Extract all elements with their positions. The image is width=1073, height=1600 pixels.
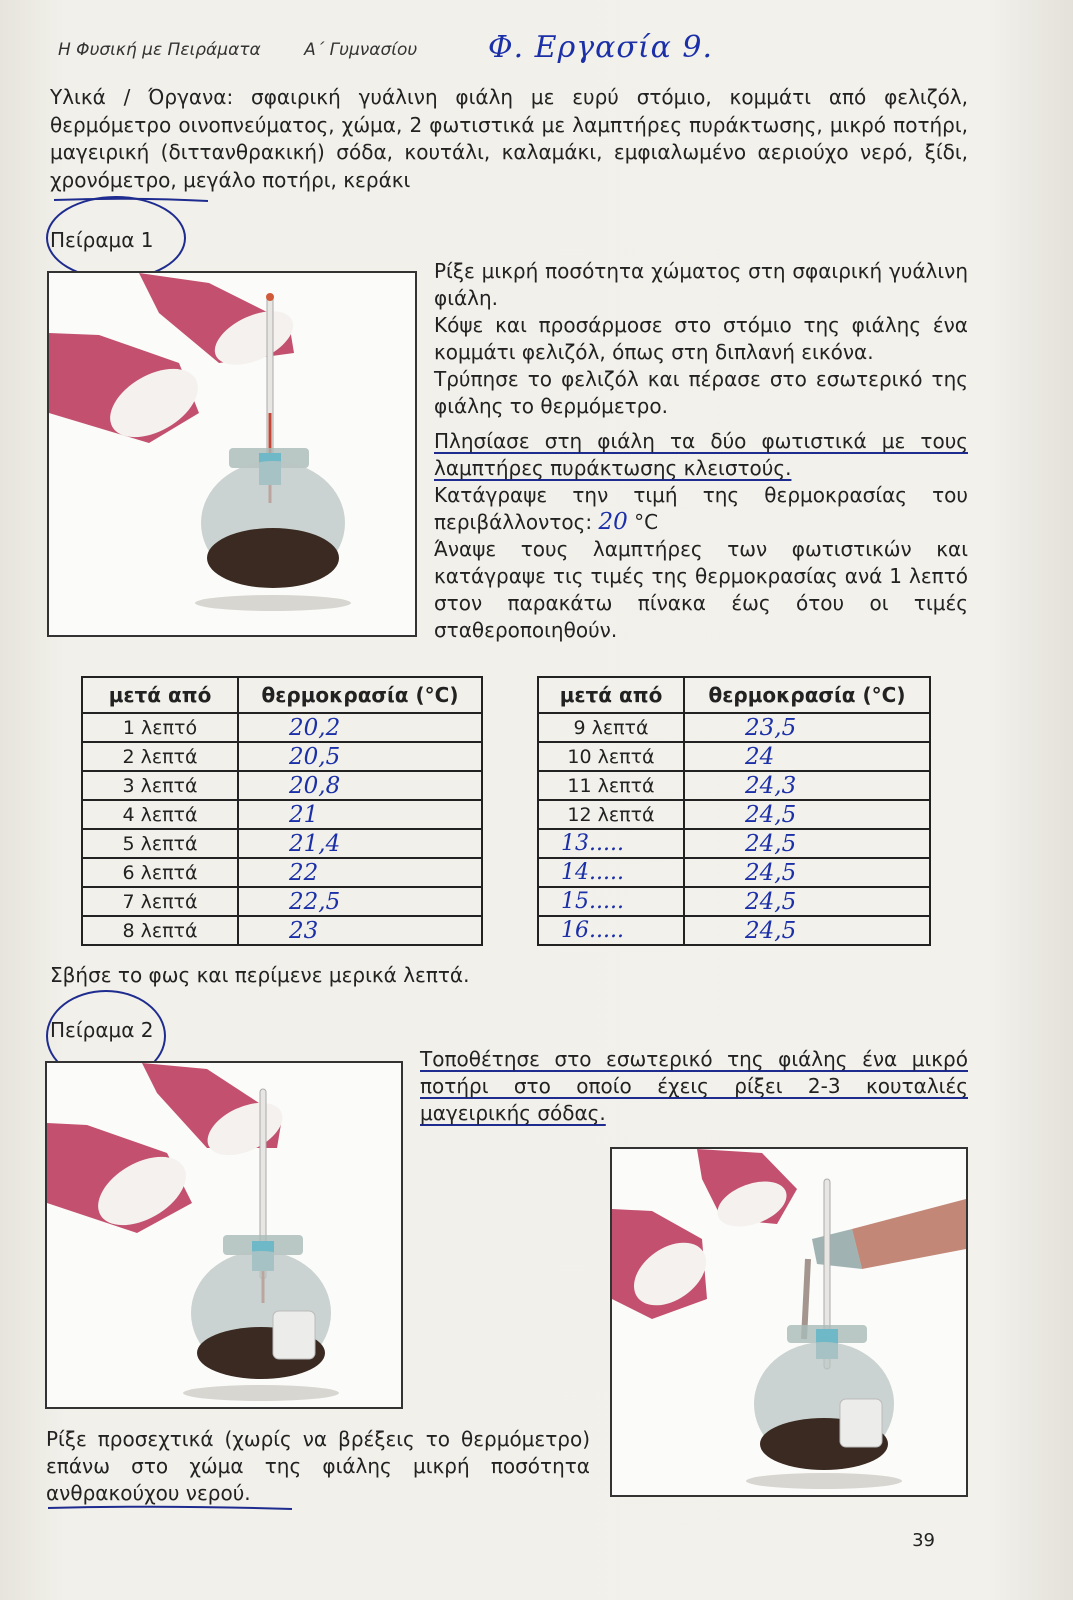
exp1-after-table: Σβήσε το φως και περίμενε μερικά λεπτά.: [50, 963, 470, 987]
experiment2-photo-left: [45, 1061, 403, 1409]
col-header-time: μετά από: [82, 677, 238, 713]
table-row: [538, 858, 930, 887]
exp2-step1: Τοποθέτησε στο εσωτερικό της φιάλης ένα μικρό ποτήρι στο οποίο έχεις ρίξει 2-3 κουταλιές μαγειρικής σόδας.: [420, 1047, 968, 1125]
exp1-step5-text: Κατάγραψε την τιμή της θερμοκρασίας του περιβάλλοντος:: [434, 483, 968, 534]
exp2-step2-underline: [46, 1504, 296, 1512]
time-cell: 8 λεπτά: [82, 916, 238, 945]
page-number: 39: [912, 1530, 935, 1551]
lamps-jar-illustration: [49, 273, 415, 635]
time-cell: 12 λεπτά: [538, 800, 684, 829]
time-cell: 16.....: [538, 916, 684, 945]
experiment2-title: Πείραμα 2: [50, 1018, 154, 1042]
exp1-step2: Κόψε και προσάρμοσε στο στόμιο της φιάλης ένα κομμάτι φελιζόλ, όπως στη διπλανή εικόνα.: [434, 313, 968, 364]
experiment2-photo-right: [610, 1147, 968, 1497]
exp1-step5: [434, 482, 968, 536]
temperature-cell: 20,8: [238, 771, 482, 800]
lamp-icon: [612, 1209, 718, 1319]
table-row: [82, 800, 482, 829]
time-cell: 7 λεπτά: [82, 887, 238, 916]
temperature-cell: 24,5: [684, 858, 930, 887]
lamp-icon: [697, 1149, 797, 1235]
table-row: [538, 800, 930, 829]
temperature-cell: 24,3: [684, 771, 930, 800]
table-row: [538, 771, 930, 800]
exp1-step1: Ρίξε μικρή ποσότητα χώματος στη σφαιρική γυάλινη φιάλη.: [434, 259, 968, 310]
pouring-water-illustration: [612, 1149, 966, 1495]
exp1-step4: Πλησίασε στη φιάλη τα δύο φωτιστικά με τους λαμπτήρες πυράκτωσης κλειστούς.: [434, 429, 968, 480]
temperature-cell: 20,2: [238, 713, 482, 742]
time-cell: 10 λεπτά: [538, 742, 684, 771]
time-cell: 9 λεπτά: [538, 713, 684, 742]
temperature-cell: 24,5: [684, 887, 930, 916]
table-row: [82, 858, 482, 887]
temperature-cell: 24: [684, 742, 930, 771]
book-title: Η Φυσική με Πειράματα: [58, 40, 261, 60]
time-cell: 3 λεπτά: [82, 771, 238, 800]
time-cell: 4 λεπτά: [82, 800, 238, 829]
table-row: [82, 829, 482, 858]
materials-paragraph: Υλικά / Όργανα: σφαιρική γυάλινη φιάλη με ευρύ στόμιο, κομμάτι από φελιζόλ, θερμόμετρο οινοπνεύματος, χώμα, 2 φωτιστικά με λαμπτήρες πυράκτωσης, μικρό ποτήρι, μαγειρική (διττανθρακική) σόδα, κουτάλι, καλαμάκι, εμφιαλωμένο αεριούχο νερό, ξίδι, χρονόμετρο, μεγάλο ποτήρι, κεράκι: [50, 85, 968, 192]
time-cell: 1 λεπτό: [82, 713, 238, 742]
time-cell: 11 λεπτά: [538, 771, 684, 800]
table-row: [538, 829, 930, 858]
time-cell: 2 λεπτά: [82, 742, 238, 771]
temperature-cell: 20,5: [238, 742, 482, 771]
exp1-step6: Άναψε τους λαμπτήρες των φωτιστικών και κατάγραψε τις τιμές της θερμοκρασίας ανά 1 λεπτό στον παρακάτω πίνακα έως ότου οι τιμές σταθεροποιηθούν.: [434, 537, 968, 642]
temperature-table-right: [537, 676, 931, 946]
ambient-temperature-value: 20: [598, 509, 628, 535]
temperature-cell: 21: [238, 800, 482, 829]
experiment1-photo: [47, 271, 417, 637]
page-header: [58, 40, 455, 60]
lamp-icon: [47, 1123, 198, 1239]
lamp-icon: [49, 333, 210, 451]
temperature-cell: 21,4: [238, 829, 482, 858]
temperature-cell: 22: [238, 858, 482, 887]
table-row: [82, 742, 482, 771]
temperature-cell: 24,5: [684, 829, 930, 858]
experiment1-title: Πείραμα 1: [50, 228, 154, 252]
table-row: [538, 887, 930, 916]
experiment1-text: [434, 258, 968, 652]
time-cell: 14.....: [538, 858, 684, 887]
temperature-cell: 22,5: [238, 887, 482, 916]
time-cell: 13.....: [538, 829, 684, 858]
temperature-cell: 24,5: [684, 916, 930, 945]
table-row: [82, 887, 482, 916]
temperature-cell: 23: [238, 916, 482, 945]
col-header-temp: θερμοκρασία (°C): [684, 677, 930, 713]
lamp-icon: [142, 1063, 291, 1166]
table-row: [538, 916, 930, 945]
time-cell: 5 λεπτά: [82, 829, 238, 858]
temperature-cell: 23,5: [684, 713, 930, 742]
temperature-table-left: [81, 676, 483, 946]
handwritten-title: Φ. Εργασία 9.: [488, 30, 714, 65]
table-row: [538, 742, 930, 771]
exp1-step3: Τρύπησε το φελιζόλ και πέρασε στο εσωτερικό της φιάλης το θερμόμετρο.: [434, 367, 968, 418]
col-header-time: μετά από: [538, 677, 684, 713]
exp2-step2: Ρίξε προσεχτικά (χωρίς να βρέξεις το θερμόμετρο) επάνω στο χώμα της φιάλης μικρή ποσότητα ανθρακούχου νερού.: [46, 1427, 590, 1505]
time-cell: 15.....: [538, 887, 684, 916]
lamps-jar-glass-illustration: [47, 1063, 401, 1407]
table-row: [538, 713, 930, 742]
table-row: [82, 916, 482, 945]
table-row: [82, 713, 482, 742]
exp1-step5-unit: °C: [627, 510, 659, 534]
table-row: [82, 771, 482, 800]
grade-label: Α΄ Γυμνασίου: [304, 40, 418, 60]
time-cell: 6 λεπτά: [82, 858, 238, 887]
temperature-cell: 24,5: [684, 800, 930, 829]
col-header-temp: θερμοκρασία (°C): [238, 677, 482, 713]
